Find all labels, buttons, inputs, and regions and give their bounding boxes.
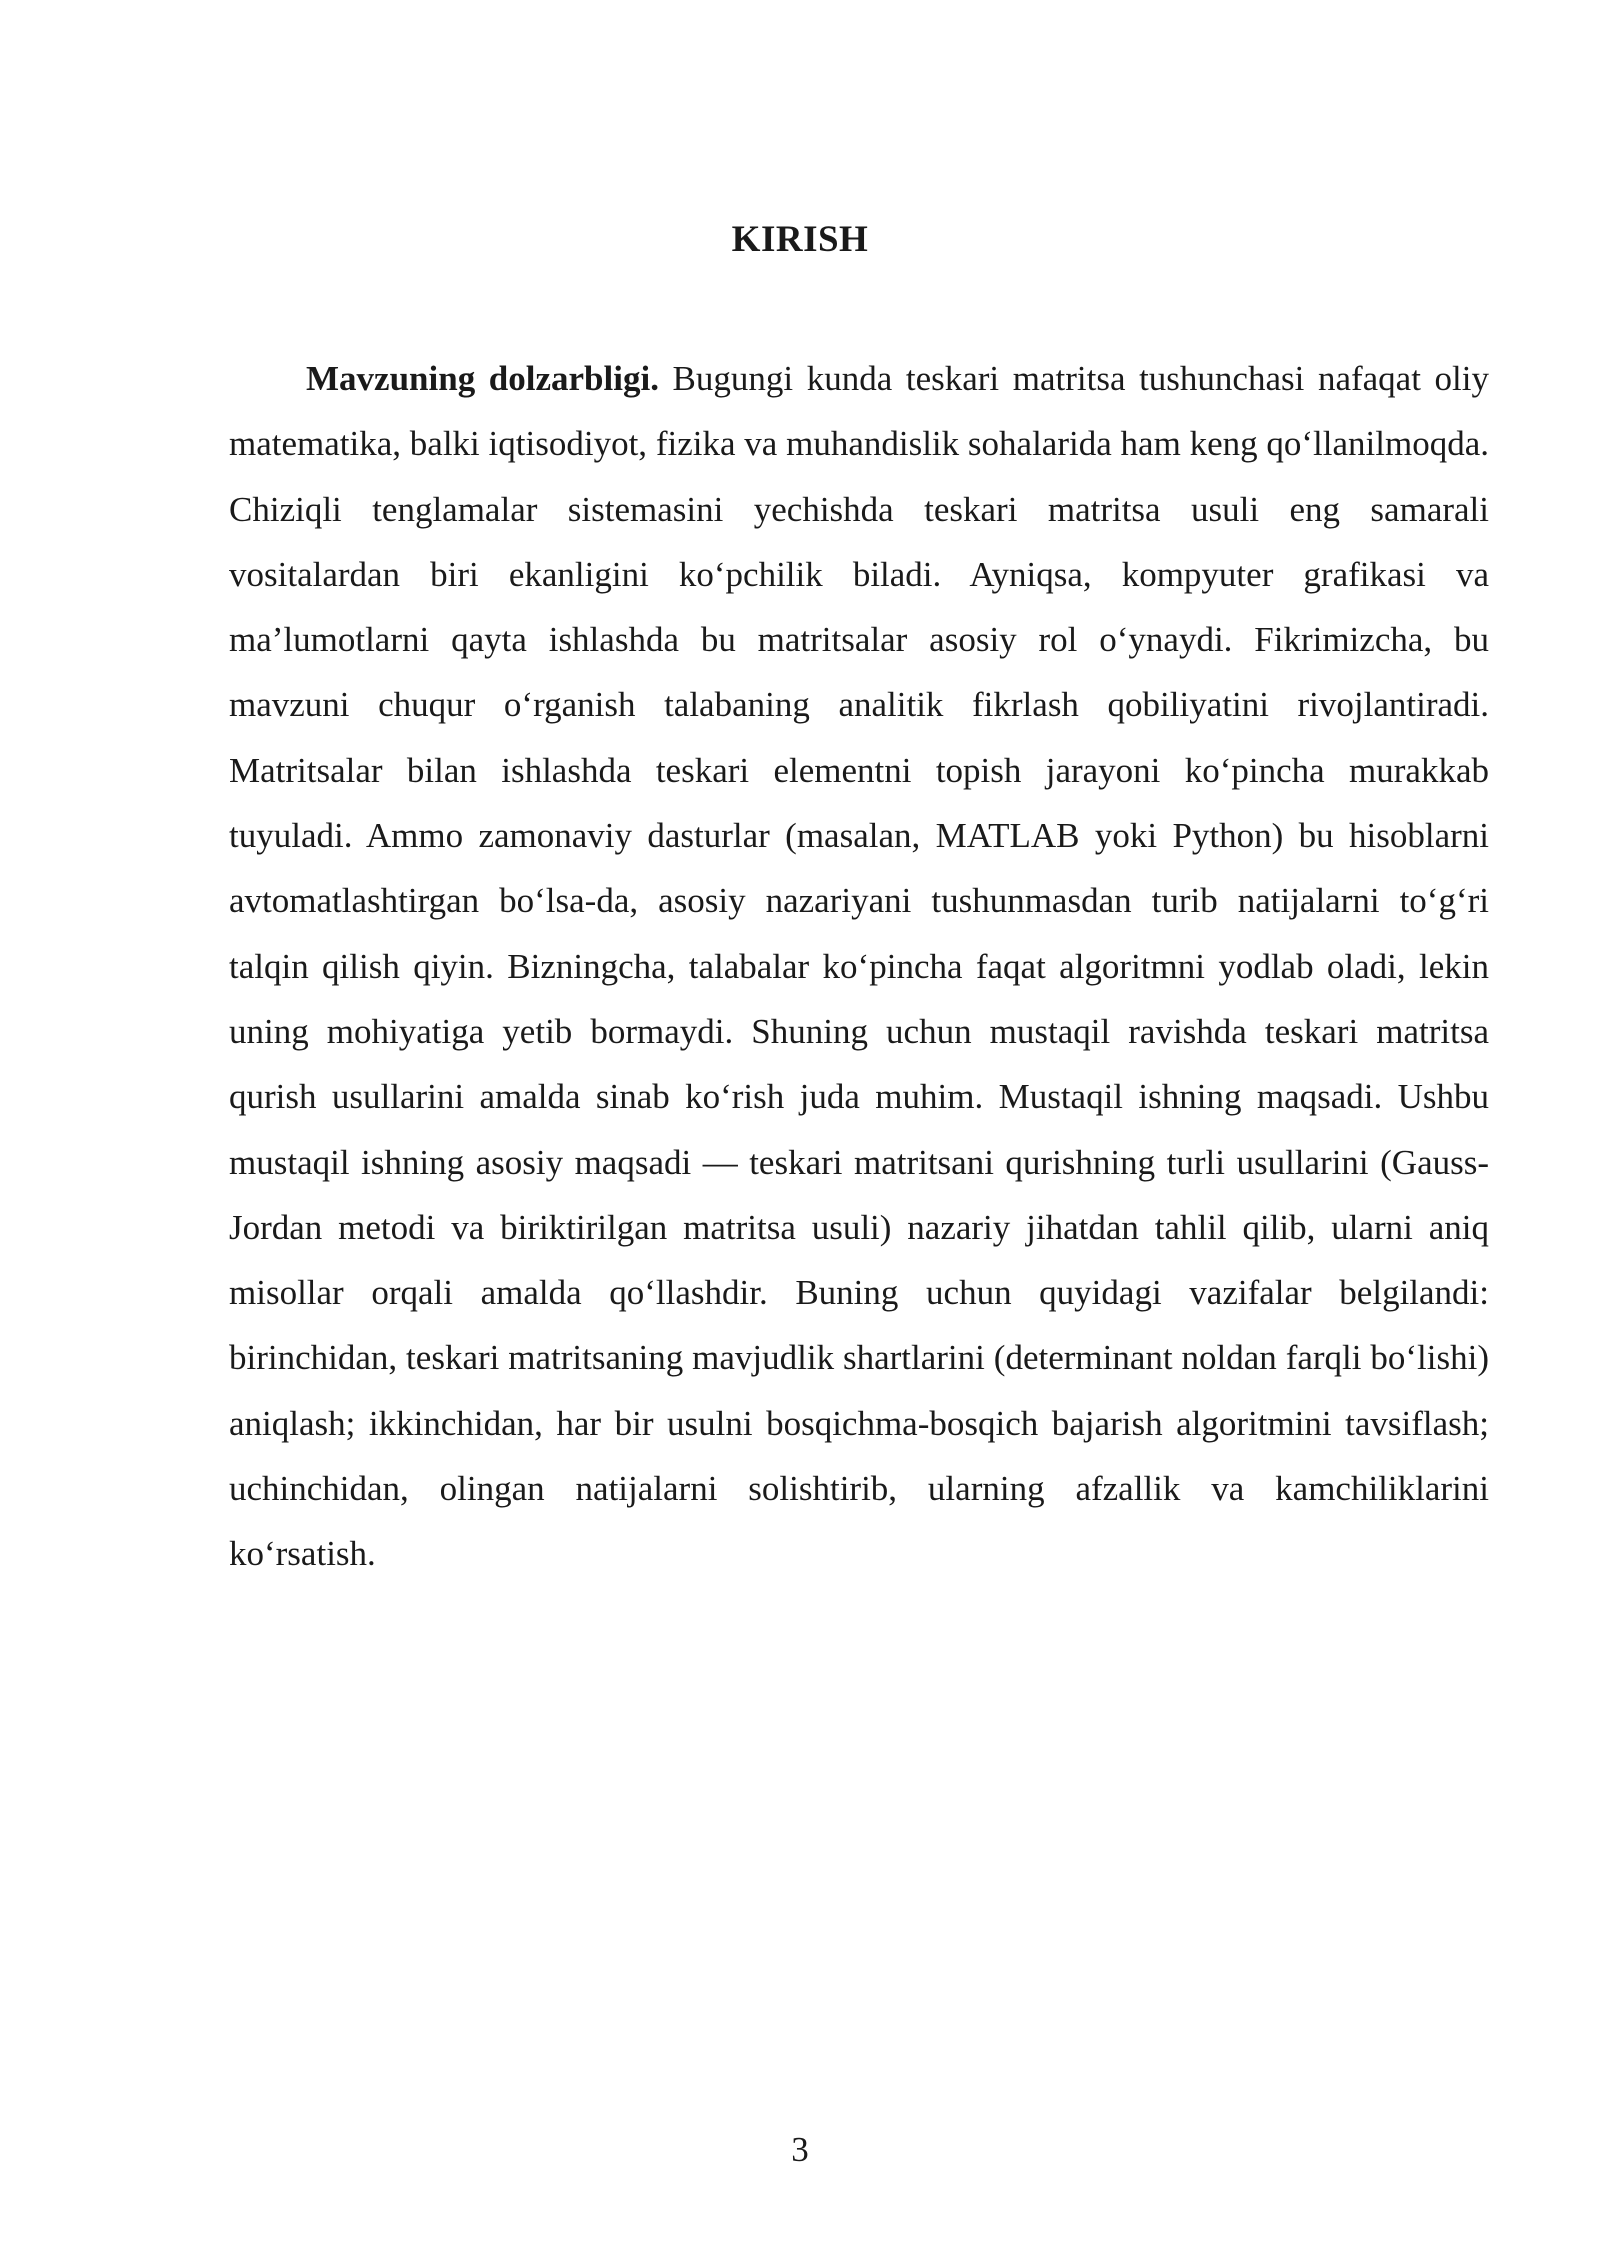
page-number: 3 <box>791 2130 809 2169</box>
intro-paragraph <box>229 346 1489 1587</box>
paragraph-text: Bugungi kunda teskari matritsa tushunchasi nafaqat oliy matematika, balki iqtisodiyot, fizika va muhandislik sohalarida ham keng qo‘llanilmoqda. Chiziqli tenglamalar sistemasini yechishda teskari matritsa usuli eng samarali vositalardan biri ekanligini ko‘pchilik biladi. Ayniqsa, kompyuter grafikasi va ma’lumotlarni qayta ishlashda bu matritsalar asosiy rol o‘ynaydi. Fikrimizcha, bu mavzuni chuqur o‘rganish talabaning analitik fikrlash qobiliyatini rivojlantiradi. Matritsalar bilan ishlashda teskari elementni topish jarayoni ko‘pincha murakkab tuyuladi. Ammo zamonaviy dasturlar (masalan, MATLAB yoki Python) bu hisoblarni avtomatlashtirgan bo‘lsa-da, asosiy nazariyani tushunmasdan turib natijalarni to‘g‘ri talqin qilish qiyin. Bizningcha, talabalar ko‘pincha faqat algoritmni yodlab oladi, lekin uning mohiyatiga yetib bormaydi. Shuning uchun mustaqil ravishda teskari matritsa qurish usullarini amalda sinab ko‘rish juda muhim. Mustaqil ishning maqsadi. Ushbu mustaqil ishning asosiy maqsadi — teskari matritsani qurishning turli usullarini (Gauss-Jordan metodi va biriktirilgan matritsa usuli) nazariy jihatdan tahlil qilib, ularni aniq misollar orqali amalda qo‘llashdir. Buning uchun quyidagi vazifalar belgilandi: birinchidan, teskari matritsaning mavjudlik shartlarini (determinant noldan farqli bo‘lishi) aniqlash; ikkinchidan, har bir usulni bosqichma-bosqich bajarish algoritmini tavsiflash; uchinchidan, olingan natijalarni solishtirib, ularning afzallik va kamchiliklarini ko‘rsatish. <box>229 359 1489 1574</box>
section-heading: KIRISH <box>731 219 869 260</box>
paragraph-lead: Mavzuning dolzarbligi. <box>306 359 659 398</box>
